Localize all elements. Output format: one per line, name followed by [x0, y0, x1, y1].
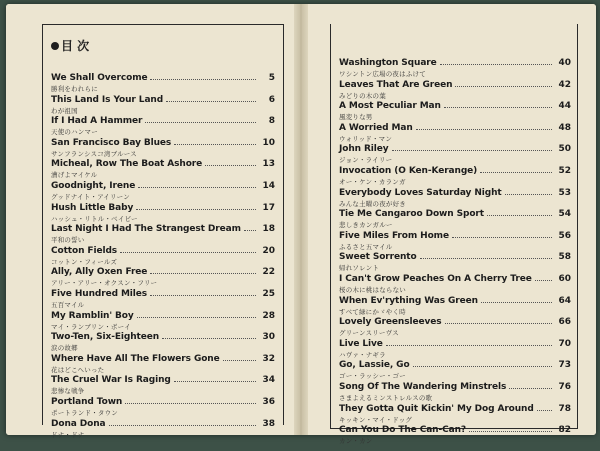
leader-dots: [469, 431, 552, 432]
page-number: 82: [558, 425, 571, 436]
leader-dots: [505, 194, 552, 195]
song-title: Ally, Ally Oxen Free: [51, 267, 148, 278]
toc-entry-row: [339, 335, 571, 349]
page-number: 6: [268, 94, 275, 105]
japanese-title: みんな土曜の夜が好き: [339, 199, 406, 208]
japanese-title: カン・カン: [339, 437, 373, 446]
toc-entry-row: [51, 91, 275, 105]
leader-dots: [137, 317, 256, 318]
page-number: 25: [262, 289, 275, 299]
leader-dots: [138, 187, 256, 188]
page-number: 10: [262, 137, 275, 148]
song-title: Invocation (O Ken-Kerange): [339, 166, 478, 176]
toc-entry-row: [339, 76, 571, 90]
leader-dots: [480, 172, 552, 173]
toc-entry-row: [51, 307, 275, 321]
song-title: If I Had A Hammer: [51, 116, 143, 127]
leader-dots: [205, 165, 256, 166]
leader-dots: [174, 381, 256, 382]
toc-entry-row: [51, 393, 275, 407]
toc-entry-row: [51, 199, 275, 213]
song-title: Cotton Fields: [51, 245, 118, 256]
page-number: 56: [558, 230, 571, 241]
page-number: 42: [558, 79, 571, 90]
leader-dots: [537, 410, 552, 411]
toc-entry-row: [51, 371, 275, 385]
song-title: Last Night I Had The Strangest Dream: [51, 224, 241, 235]
toc-entry-row: [51, 220, 275, 234]
leader-dots: [386, 345, 552, 346]
song-title: Where Have All The Flowers Gone: [51, 353, 220, 364]
japanese-title: マイ・ランブリン・ボーイ: [51, 322, 132, 331]
leader-dots: [392, 150, 552, 151]
page-number: 76: [558, 382, 571, 392]
japanese-title: 平和の誓い: [51, 236, 85, 245]
toc-entry-row: [51, 155, 275, 169]
japanese-title: ウォリッド・マン: [339, 134, 393, 143]
leader-dots: [120, 252, 256, 253]
toc-entry-row: [339, 162, 571, 176]
toc-entry: [51, 415, 275, 445]
leader-dots: [445, 323, 553, 324]
song-title: They Gotta Quit Kickin' My Dog Around: [339, 403, 534, 414]
page-number: 36: [262, 397, 275, 407]
japanese-title: 天使のハンマー: [51, 128, 98, 137]
right-contents-frame: [330, 24, 578, 446]
toc-entry-row: [51, 285, 275, 299]
japanese-title: ゴー・ラッシー・ゴー: [339, 372, 406, 381]
japanese-title: すべて緑にかゞやく時: [339, 307, 406, 316]
page-number: 28: [262, 310, 275, 321]
japanese-title: ふるさと五マイル: [339, 242, 393, 251]
toc-entry-row: [51, 112, 275, 126]
japanese-title: さまよえるミンストレルスの歌: [339, 394, 433, 402]
page-number: 70: [558, 338, 571, 349]
toc-entry-row: [339, 140, 571, 154]
leader-dots: [244, 230, 256, 231]
japanese-title: 悲しきカンガルー: [339, 221, 393, 230]
japanese-title: 五百マイル: [51, 301, 85, 309]
japanese-title: 帰れソレント: [339, 264, 380, 273]
leader-dots: [150, 295, 256, 296]
song-title: Portland Town: [51, 397, 123, 407]
leader-dots: [535, 280, 552, 281]
song-title: We Shall Overcome: [51, 73, 148, 83]
japanese-title: 勝利をわれらに: [51, 85, 98, 93]
page-number: 30: [262, 332, 275, 343]
page-number: 20: [262, 245, 275, 256]
japanese-title: 漕げよマイケル: [51, 171, 98, 180]
toc-entry-row: [51, 69, 275, 83]
japanese-title: サンフランシスコ湾ブルース: [51, 149, 137, 158]
song-title: Washington Square: [339, 58, 437, 68]
leader-dots: [162, 338, 256, 339]
toc-entry-row: [339, 227, 571, 241]
toc-entry-row: [339, 356, 571, 370]
japanese-title: オー・ケン・カランガ: [339, 178, 406, 186]
japanese-title: 悲惨な戦争: [51, 387, 85, 396]
song-title: Can You Do The Can-Can?: [339, 425, 467, 436]
toc-entry: [339, 421, 571, 451]
song-title: Two-Ten, Six-Eighteen: [51, 332, 160, 343]
song-title: Leaves That Are Green: [339, 79, 453, 90]
bullet-dot-icon: [51, 42, 59, 50]
song-title: I Can't Grow Peaches On A Cherry Tree: [339, 274, 532, 284]
song-title: Song Of The Wandering Minstrels: [339, 382, 507, 392]
page-number: 52: [558, 166, 571, 176]
contents-heading-text: 目 次: [61, 39, 90, 53]
toc-entry-row: [339, 119, 571, 133]
page-number: 5: [268, 73, 275, 83]
leader-dots: [455, 86, 552, 87]
book-gutter: [294, 4, 308, 435]
toc-entry-row: [339, 421, 571, 435]
leader-dots: [150, 79, 256, 80]
left-page: [6, 4, 298, 439]
leader-dots: [223, 360, 256, 361]
page-number: 34: [262, 375, 275, 386]
japanese-title: ワシントン広場の夜はふけて: [339, 70, 426, 78]
page-number: 14: [262, 181, 275, 191]
page-number: 22: [262, 267, 275, 278]
song-title: A Worried Man: [339, 122, 413, 133]
leader-dots: [481, 302, 552, 303]
leader-dots: [444, 107, 552, 108]
song-title: Goodnight, Irene: [51, 181, 136, 191]
leader-dots: [125, 403, 256, 404]
song-title: Live Live: [339, 338, 383, 349]
leader-dots: [136, 209, 256, 210]
page-number: 78: [558, 403, 571, 414]
japanese-title: ドナ・ドナ: [51, 430, 85, 439]
song-title: This Land Is Your Land: [51, 94, 164, 105]
japanese-title: キッキン・マイ・ドッグ: [339, 415, 413, 424]
toc-entry-row: [339, 378, 571, 392]
page-number: 44: [558, 101, 571, 112]
leader-dots: [440, 64, 552, 65]
leader-dots: [150, 273, 256, 274]
toc-entry-row: [339, 248, 571, 262]
page-number: 53: [558, 187, 571, 198]
toc-entry-row: [51, 350, 275, 364]
song-title: Dona Dona: [51, 418, 106, 429]
leader-dots: [420, 258, 552, 259]
leader-dots: [166, 101, 256, 102]
page-number: 17: [262, 202, 275, 213]
song-title: My Ramblin' Boy: [51, 310, 134, 321]
right-page: [304, 4, 596, 446]
page-number: 48: [558, 122, 571, 133]
leader-dots: [145, 122, 256, 123]
toc-entry-row: [51, 415, 275, 429]
song-title: Tie Me Cangaroo Down Sport: [339, 209, 484, 220]
toc-entry-row: [51, 177, 275, 191]
contents-heading: [51, 37, 89, 54]
page-number: 38: [262, 418, 275, 429]
page-number: 54: [558, 209, 571, 220]
leader-dots: [174, 144, 256, 145]
song-title: A Most Peculiar Man: [339, 101, 441, 112]
song-title: Lovely Greensleeves: [339, 317, 442, 328]
japanese-title: 桜の木に桃はならない: [339, 286, 406, 294]
toc-entry-row: [51, 263, 275, 277]
japanese-title: ハッシュ・リトル・ベイビー: [51, 214, 138, 223]
toc-entry-row: [339, 97, 571, 111]
page-number: 66: [558, 317, 571, 328]
left-contents-frame: [42, 24, 284, 439]
toc-entry-row: [51, 242, 275, 256]
song-title: San Francisco Bay Blues: [51, 137, 172, 148]
page-number: 64: [558, 295, 571, 306]
toc-entry-row: [339, 270, 571, 284]
japanese-title: 花はどこへいった: [51, 365, 105, 374]
open-songbook: [6, 4, 596, 446]
page-number: 50: [558, 144, 571, 155]
song-title: Micheal, Row The Boat Ashore: [51, 159, 203, 170]
song-title: John Riley: [339, 144, 389, 155]
japanese-title: グリーンスリーヴス: [339, 329, 399, 338]
leader-dots: [452, 237, 552, 238]
page-number: 40: [558, 58, 571, 68]
page-number: 73: [558, 360, 571, 371]
toc-entry-row: [51, 328, 275, 342]
japanese-title: コットン・フィールズ: [51, 257, 118, 266]
toc-entry-row: [51, 134, 275, 148]
toc-entry-row: [339, 292, 571, 306]
page-number: 32: [262, 353, 275, 364]
toc-entry-row: [339, 184, 571, 198]
leader-dots: [416, 129, 552, 130]
song-title: When Ev'rything Was Green: [339, 295, 478, 306]
leader-dots: [413, 366, 552, 367]
japanese-title: ハヴァ・ナギラ: [339, 350, 386, 359]
toc-entry-row: [339, 313, 571, 327]
leader-dots: [487, 215, 552, 216]
japanese-title: 涙の故郷: [51, 344, 78, 353]
japanese-title: 風変りな男: [339, 113, 373, 122]
song-title: Everybody Loves Saturday Night: [339, 187, 502, 198]
japanese-title: グッドナイト・アイリーン: [51, 193, 130, 201]
page-number: 60: [558, 274, 571, 284]
toc-entry-row: [339, 54, 571, 68]
song-title: Five Hundred Miles: [51, 289, 148, 299]
page-number: 8: [268, 116, 275, 127]
japanese-title: アリー・アリー・オクスン・フリー: [51, 279, 158, 288]
japanese-title: わが祖国: [51, 106, 78, 115]
japanese-title: みどりの木の葉: [339, 91, 386, 100]
song-title: Hush Little Baby: [51, 202, 134, 213]
song-title: Sweet Sorrento: [339, 252, 417, 263]
song-title: Five Miles From Home: [339, 230, 449, 241]
page-number: 18: [262, 224, 275, 235]
leader-dots: [509, 388, 552, 389]
page-number: 58: [558, 252, 571, 263]
japanese-title: ポートランド・タウン: [51, 409, 118, 417]
toc-entry-row: [339, 400, 571, 414]
page-number: 13: [262, 159, 275, 170]
leader-dots: [109, 425, 256, 426]
toc-entry-row: [339, 205, 571, 219]
japanese-title: ジョン・ライリー: [339, 156, 393, 165]
song-title: The Cruel War Is Raging: [51, 375, 171, 386]
song-title: Go, Lassie, Go: [339, 360, 410, 371]
